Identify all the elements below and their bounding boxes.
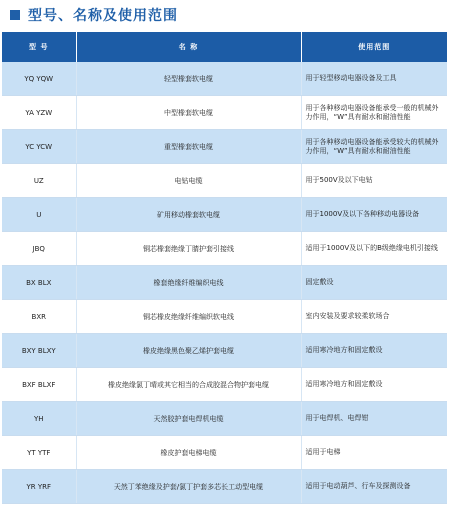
cell-usage: 用于500V及以下电钻 — [301, 164, 447, 198]
cell-model: BX BLX — [2, 266, 76, 300]
cell-model: YC YCW — [2, 130, 76, 164]
cell-name: 轻型橡套软电缆 — [76, 62, 301, 96]
cell-usage: 用于各种移动电器设备能承受一般的机械外力作用，“W”具有耐水和耐油性能 — [301, 96, 447, 130]
cell-model: YA YZW — [2, 96, 76, 130]
cell-model: BXY BLXY — [2, 334, 76, 368]
cell-usage: 适用于电梯 — [301, 436, 447, 470]
cell-usage: 适用于电动葫芦、行车及探测设备 — [301, 470, 447, 504]
cell-model: BXR — [2, 300, 76, 334]
cell-usage: 固定敷设 — [301, 266, 447, 300]
cell-name: 橡皮绝缘氯丁晴或其它相当的合成胶混合物护套电缆 — [76, 368, 301, 402]
header-row — [2, 32, 447, 62]
table-row — [2, 96, 447, 130]
cell-usage: 用于1000V及以下各种移动电器设备 — [301, 198, 447, 232]
cell-model: YT YTF — [2, 436, 76, 470]
table-row — [2, 368, 447, 402]
header-name: 名 称 — [76, 32, 301, 62]
square-bullet-icon — [10, 10, 20, 20]
table-row — [2, 266, 447, 300]
table-row — [2, 62, 447, 96]
table-row — [2, 232, 447, 266]
cell-usage: 用于轻型移动电器设备及工具 — [301, 62, 447, 96]
cell-model: UZ — [2, 164, 76, 198]
section-heading — [10, 4, 178, 26]
table-row — [2, 436, 447, 470]
table-row — [2, 164, 447, 198]
table-row — [2, 402, 447, 436]
cell-model: BXF BLXF — [2, 368, 76, 402]
cell-usage: 用于各种移动电器设备能承受较大的机械外力作用，“W”具有耐水和耐油性能 — [301, 130, 447, 164]
cell-name: 电钻电缆 — [76, 164, 301, 198]
cell-name: 橡皮绝缘黑色聚乙烯护套电缆 — [76, 334, 301, 368]
cell-usage: 室内安装及要求较柔软场合 — [301, 300, 447, 334]
cell-usage: 适用寒冷地方和固定敷设 — [301, 334, 447, 368]
cell-model: YR YRF — [2, 470, 76, 504]
cell-name: 铜芯橡套绝缘丁腈护套引接线 — [76, 232, 301, 266]
section-title: 型号、名称及使用范围 — [28, 8, 178, 24]
spec-table — [2, 32, 447, 504]
header-usage: 使用范围 — [301, 32, 447, 62]
table-row — [2, 470, 447, 504]
cell-usage: 适用寒冷地方和固定敷设 — [301, 368, 447, 402]
cell-model: YQ YQW — [2, 62, 76, 96]
cell-usage: 用于电焊机、电焊钳 — [301, 402, 447, 436]
cell-name: 重型橡套软电缆 — [76, 130, 301, 164]
cell-name: 矿用移动橡套软电缆 — [76, 198, 301, 232]
header-model: 型 号 — [2, 32, 76, 62]
cell-model: JBQ — [2, 232, 76, 266]
cell-name: 铜芯橡皮绝缘纤维编织软电线 — [76, 300, 301, 334]
table-row — [2, 300, 447, 334]
cell-model: YH — [2, 402, 76, 436]
cell-name: 天然胶护套电焊机电缆 — [76, 402, 301, 436]
cell-model: U — [2, 198, 76, 232]
cell-usage: 适用于1000V及以下的B级绝缘电机引接线 — [301, 232, 447, 266]
cell-name: 橡皮护套电梯电缆 — [76, 436, 301, 470]
table-row — [2, 198, 447, 232]
cell-name: 天然丁苯绝缘及护套/氯丁护套多芯长工动型电缆 — [76, 470, 301, 504]
cell-name: 橡套绝缘纤维编织电线 — [76, 266, 301, 300]
table-row — [2, 130, 447, 164]
table-row — [2, 334, 447, 368]
cell-name: 中型橡套软电缆 — [76, 96, 301, 130]
